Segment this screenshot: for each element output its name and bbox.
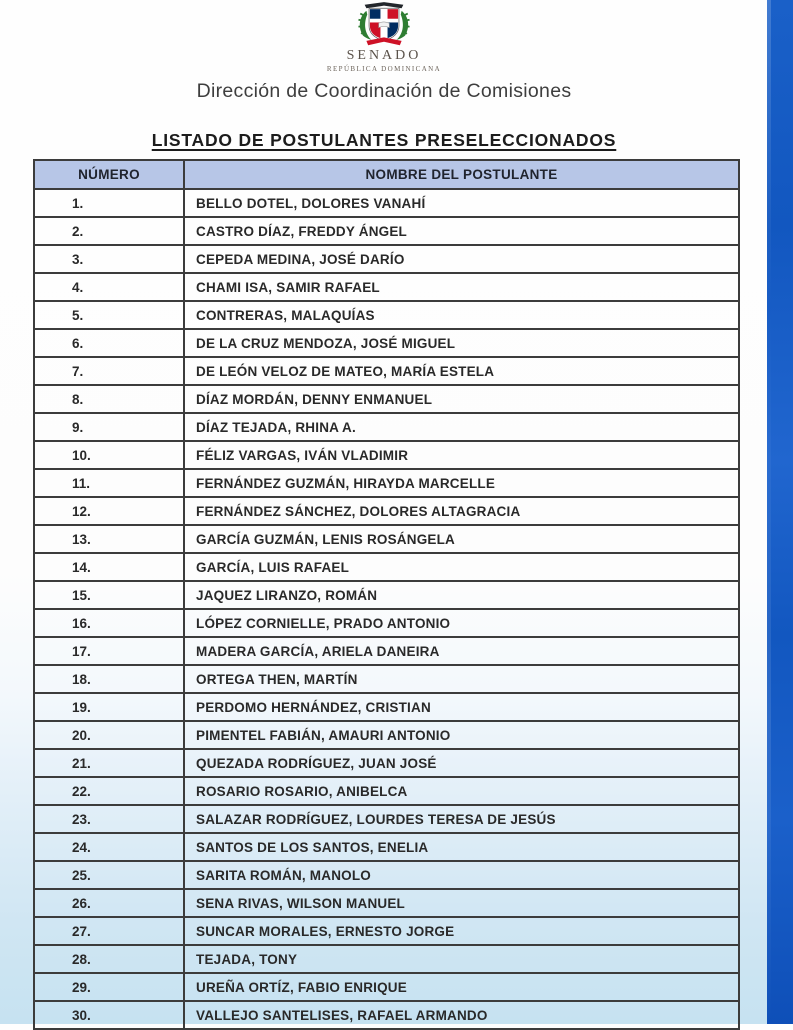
- row-number: 6.: [34, 329, 184, 357]
- row-number: 3.: [34, 245, 184, 273]
- row-postulante-name: JAQUEZ LIRANZO, ROMÁN: [184, 581, 739, 609]
- row-postulante-name: DÍAZ TEJADA, RHINA A.: [184, 413, 739, 441]
- row-postulante-name: SALAZAR RODRÍGUEZ, LOURDES TERESA DE JESÚS: [184, 805, 739, 833]
- document-header: [0, 0, 768, 103]
- table-row: [34, 217, 739, 245]
- row-number: 16.: [34, 609, 184, 637]
- row-number: 18.: [34, 665, 184, 693]
- table-row: [34, 721, 739, 749]
- row-number: 10.: [34, 441, 184, 469]
- row-number: 28.: [34, 945, 184, 973]
- row-number: 7.: [34, 357, 184, 385]
- title-wrap: [0, 130, 768, 151]
- row-postulante-name: SANTOS DE LOS SANTOS, ENELIA: [184, 833, 739, 861]
- row-number: 21.: [34, 749, 184, 777]
- table-row: [34, 189, 739, 217]
- table-row: [34, 469, 739, 497]
- row-postulante-name: BELLO DOTEL, DOLORES VANAHÍ: [184, 189, 739, 217]
- row-postulante-name: UREÑA ORTÍZ, FABIO ENRIQUE: [184, 973, 739, 1001]
- row-number: 2.: [34, 217, 184, 245]
- table-row: [34, 945, 739, 973]
- row-number: 29.: [34, 973, 184, 1001]
- row-postulante-name: CASTRO DÍAZ, FREDDY ÁNGEL: [184, 217, 739, 245]
- row-number: 23.: [34, 805, 184, 833]
- row-postulante-name: GARCÍA, LUIS RAFAEL: [184, 553, 739, 581]
- row-number: 13.: [34, 525, 184, 553]
- postulantes-table: [33, 159, 740, 1030]
- table-body: [34, 189, 739, 1029]
- table-row: [34, 413, 739, 441]
- row-postulante-name: FERNÁNDEZ SÁNCHEZ, DOLORES ALTAGRACIA: [184, 497, 739, 525]
- row-number: 20.: [34, 721, 184, 749]
- table-row: [34, 805, 739, 833]
- row-number: 25.: [34, 861, 184, 889]
- row-postulante-name: ORTEGA THEN, MARTÍN: [184, 665, 739, 693]
- table-row: [34, 581, 739, 609]
- row-number: 17.: [34, 637, 184, 665]
- row-postulante-name: FÉLIZ VARGAS, IVÁN VLADIMIR: [184, 441, 739, 469]
- row-postulante-name: LÓPEZ CORNIELLE, PRADO ANTONIO: [184, 609, 739, 637]
- row-number: 4.: [34, 273, 184, 301]
- row-number: 30.: [34, 1001, 184, 1029]
- table-row: [34, 385, 739, 413]
- row-postulante-name: FERNÁNDEZ GUZMÁN, HIRAYDA MARCELLE: [184, 469, 739, 497]
- row-number: 22.: [34, 777, 184, 805]
- row-number: 5.: [34, 301, 184, 329]
- table-row: [34, 441, 739, 469]
- row-postulante-name: PERDOMO HERNÁNDEZ, CRISTIAN: [184, 693, 739, 721]
- table-row: [34, 833, 739, 861]
- table-row: [34, 245, 739, 273]
- row-postulante-name: SUNCAR MORALES, ERNESTO JORGE: [184, 917, 739, 945]
- row-postulante-name: PIMENTEL FABIÁN, AMAURI ANTONIO: [184, 721, 739, 749]
- row-postulante-name: QUEZADA RODRÍGUEZ, JUAN JOSÉ: [184, 749, 739, 777]
- row-postulante-name: CONTRERAS, MALAQUÍAS: [184, 301, 739, 329]
- table-row: [34, 637, 739, 665]
- row-number: 27.: [34, 917, 184, 945]
- org-subtitle: REPÚBLICA DOMINICANA: [326, 65, 442, 73]
- column-header-nombre: NOMBRE DEL POSTULANTE: [184, 160, 739, 189]
- table-row: [34, 609, 739, 637]
- table-row: [34, 665, 739, 693]
- row-number: 9.: [34, 413, 184, 441]
- row-postulante-name: DE LA CRUZ MENDOZA, JOSÉ MIGUEL: [184, 329, 739, 357]
- table-row: [34, 861, 739, 889]
- table-row: [34, 749, 739, 777]
- row-postulante-name: CHAMI ISA, SAMIR RAFAEL: [184, 273, 739, 301]
- table-row: [34, 917, 739, 945]
- row-number: 11.: [34, 469, 184, 497]
- table-row: [34, 497, 739, 525]
- table-row: [34, 1001, 739, 1029]
- right-edge-blue-stripe: [767, 0, 793, 1024]
- row-postulante-name: SARITA ROMÁN, MANOLO: [184, 861, 739, 889]
- row-number: 26.: [34, 889, 184, 917]
- row-number: 24.: [34, 833, 184, 861]
- row-number: 19.: [34, 693, 184, 721]
- row-number: 12.: [34, 497, 184, 525]
- row-postulante-name: MADERA GARCÍA, ARIELA DANEIRA: [184, 637, 739, 665]
- dominican-coat-of-arms-icon: [340, 2, 428, 48]
- row-postulante-name: CEPEDA MEDINA, JOSÉ DARÍO: [184, 245, 739, 273]
- row-number: 14.: [34, 553, 184, 581]
- row-number: 8.: [34, 385, 184, 413]
- table-row: [34, 525, 739, 553]
- table-row: [34, 889, 739, 917]
- row-postulante-name: ROSARIO ROSARIO, ANIBELCA: [184, 777, 739, 805]
- row-postulante-name: TEJADA, TONY: [184, 945, 739, 973]
- table-row: [34, 329, 739, 357]
- table-row: [34, 777, 739, 805]
- row-postulante-name: DÍAZ MORDÁN, DENNY ENMANUEL: [184, 385, 739, 413]
- row-postulante-name: GARCÍA GUZMÁN, LENIS ROSÁNGELA: [184, 525, 739, 553]
- table-row: [34, 357, 739, 385]
- org-name: SENADO: [346, 48, 422, 63]
- row-number: 1.: [34, 189, 184, 217]
- table-row: [34, 553, 739, 581]
- table-row: [34, 693, 739, 721]
- column-header-numero: NÚMERO: [34, 160, 184, 189]
- table-header: [34, 160, 739, 189]
- table-row: [34, 973, 739, 1001]
- row-postulante-name: SENA RIVAS, WILSON MANUEL: [184, 889, 739, 917]
- department-name: Dirección de Coordinación de Comisiones: [196, 80, 572, 102]
- row-postulante-name: VALLEJO SANTELISES, RAFAEL ARMANDO: [184, 1001, 739, 1029]
- table-row: [34, 301, 739, 329]
- table-row: [34, 273, 739, 301]
- header-row: [34, 160, 739, 189]
- document-title: LISTADO DE POSTULANTES PRESELECCIONADOS: [151, 130, 617, 150]
- row-postulante-name: DE LEÓN VELOZ DE MATEO, MARÍA ESTELA: [184, 357, 739, 385]
- row-number: 15.: [34, 581, 184, 609]
